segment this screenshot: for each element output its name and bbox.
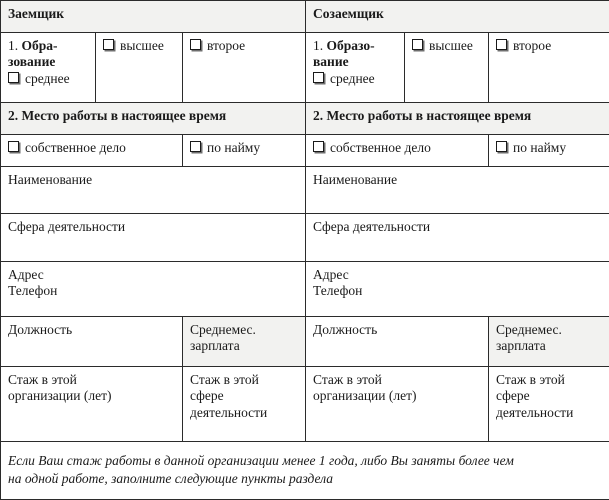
coborrower-tenure-organization-field[interactable] — [306, 366, 489, 441]
coborrower-education-option-secondary[interactable] — [313, 71, 397, 87]
table-row-address-phone — [1, 261, 609, 316]
borrower-activity-field[interactable]: Сфера деятельности — [1, 213, 306, 261]
borrower-tenure-field-field[interactable] — [183, 366, 306, 441]
coborrower-employment-own-business-cell[interactable] — [306, 135, 489, 167]
borrower-employment-hired-label: по найму — [207, 140, 261, 156]
checkbox-unchecked-icon[interactable] — [8, 72, 19, 83]
coborrower-employment-hired[interactable] — [496, 140, 602, 156]
coborrower-education-option-second[interactable] — [496, 38, 602, 54]
borrower-employment-hired[interactable] — [190, 140, 298, 156]
coborrower-employment-own-business[interactable] — [313, 140, 481, 156]
coborrower-education-option-secondary-label: среднее — [330, 70, 375, 86]
coborrower-education-option-second-cell[interactable] — [489, 32, 609, 103]
checkbox-unchecked-icon[interactable] — [313, 141, 324, 152]
borrower-employment-own-business[interactable] — [8, 140, 175, 156]
coborrower-employment-own-business-label: собственное дело — [330, 140, 431, 156]
coborrower-tenure-field-line3: деятельности — [496, 404, 574, 420]
coborrower-education-option-second-label: второе — [513, 37, 552, 53]
borrower-salary-label-line2: зарплата — [190, 338, 240, 354]
borrower-phone-label: Телефон — [8, 283, 58, 299]
coborrower-tenure-organization-line2: организации (лет) — [313, 388, 417, 404]
borrower-header: Заемщик — [1, 1, 306, 33]
coborrower-education-option-higher-label: высшее — [429, 37, 473, 53]
borrower-organization-name-field[interactable]: Наименование — [1, 166, 306, 213]
coborrower-salary-label-line2: зарплата — [496, 338, 546, 354]
coborrower-education-option-higher[interactable] — [412, 38, 481, 54]
borrower-address-label: Адрес — [8, 266, 44, 282]
coborrower-salary-label-line1: Среднемес. — [496, 321, 562, 337]
coborrower-address-label: Адрес — [313, 266, 349, 282]
borrower-education-option-higher[interactable] — [103, 38, 175, 54]
footer-note-line2: на одной работе, заполните следующие пункты раздела — [8, 471, 334, 487]
borrower-address-phone-field[interactable] — [1, 261, 306, 316]
coborrower-education-option-higher-cell[interactable] — [405, 32, 489, 103]
checkbox-unchecked-icon[interactable] — [313, 72, 324, 83]
table-row-organization-name — [1, 166, 609, 213]
borrower-education-option-higher-cell[interactable] — [96, 32, 183, 103]
borrower-education-option-second-label: второе — [207, 37, 246, 53]
borrower-workplace-section-title: 2. Место работы в настоящее время — [1, 103, 306, 135]
borrower-employment-own-business-label: собственное дело — [25, 140, 126, 156]
borrower-education-label-line1: Обра- — [21, 37, 58, 53]
borrower-position-field[interactable]: Должность — [1, 316, 183, 366]
coborrower-workplace-section-title: 2. Место работы в настоящее время — [306, 103, 609, 135]
table-row-position-salary — [1, 316, 609, 366]
borrower-education-label-cell — [1, 32, 96, 103]
coborrower-address-phone-field[interactable] — [306, 261, 609, 316]
borrower-education-option-secondary[interactable] — [8, 71, 88, 87]
borrower-tenure-organization-field[interactable] — [1, 366, 183, 441]
borrower-employment-hired-cell[interactable] — [183, 135, 306, 167]
coborrower-organization-name-field[interactable]: Наименование — [306, 166, 609, 213]
borrower-education-option-higher-label: высшее — [120, 37, 164, 53]
borrower-education-number: 1. — [8, 37, 19, 53]
table-row-education — [1, 32, 609, 103]
borrower-tenure-organization-line1: Стаж в этой — [8, 371, 77, 387]
coborrower-tenure-field-line1: Стаж в этой — [496, 371, 565, 387]
checkbox-unchecked-icon[interactable] — [412, 39, 423, 50]
borrower-salary-label-line1: Среднемес. — [190, 321, 256, 337]
checkbox-unchecked-icon[interactable] — [103, 39, 114, 50]
coborrower-phone-label: Телефон — [313, 283, 363, 299]
table-row-footer-note — [1, 441, 609, 499]
footer-note-line1: Если Ваш стаж работы в данной организации менее 1 года, либо Вы заняты более чем — [8, 453, 514, 469]
coborrower-employment-hired-label: по найму — [513, 140, 567, 156]
borrower-education-option-second[interactable] — [190, 38, 298, 54]
coborrower-header: Созаемщик — [306, 1, 609, 33]
borrower-tenure-field-line3: деятельности — [190, 404, 268, 420]
coborrower-activity-field[interactable]: Сфера деятельности — [306, 213, 609, 261]
table-row-workplace-title — [1, 103, 609, 135]
checkbox-unchecked-icon[interactable] — [190, 39, 201, 50]
coborrower-tenure-organization-line1: Стаж в этой — [313, 371, 382, 387]
coborrower-tenure-field-line2: сфере — [496, 388, 530, 404]
checkbox-unchecked-icon[interactable] — [8, 141, 19, 152]
table-row-tenure — [1, 366, 609, 441]
coborrower-tenure-field-field[interactable] — [489, 366, 609, 441]
checkbox-unchecked-icon[interactable] — [190, 141, 201, 152]
coborrower-education-label-cell — [306, 32, 405, 103]
table-row-activity-field — [1, 213, 609, 261]
borrower-education-option-secondary-label: среднее — [25, 70, 70, 86]
checkbox-unchecked-icon[interactable] — [496, 39, 507, 50]
coborrower-education-number: 1. — [313, 37, 324, 53]
coborrower-salary-field[interactable] — [489, 316, 609, 366]
borrower-employment-own-business-cell[interactable] — [1, 135, 183, 167]
borrower-education-label-line2: зование — [8, 54, 56, 70]
borrower-tenure-organization-line2: организации (лет) — [8, 388, 112, 404]
coborrower-employment-hired-cell[interactable] — [489, 135, 609, 167]
table-row-employment-type — [1, 135, 609, 167]
borrower-education-option-second-cell[interactable] — [183, 32, 306, 103]
coborrower-education-label-line1: Образо- — [326, 37, 375, 53]
borrower-tenure-field-line2: сфере — [190, 388, 224, 404]
footer-note — [1, 441, 609, 499]
borrower-salary-field[interactable] — [183, 316, 306, 366]
coborrower-position-field[interactable]: Должность — [306, 316, 489, 366]
borrower-tenure-field-line1: Стаж в этой — [190, 371, 259, 387]
checkbox-unchecked-icon[interactable] — [496, 141, 507, 152]
table-row-party-headers — [1, 1, 609, 33]
coborrower-education-label-line2: вание — [313, 54, 349, 70]
